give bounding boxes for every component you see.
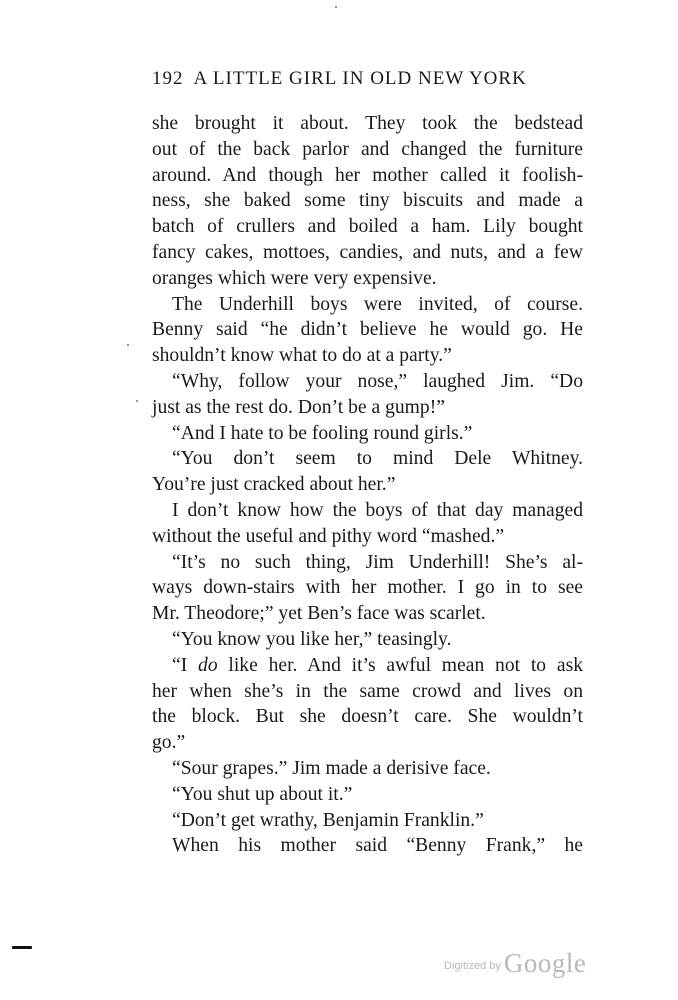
page-number: 192	[152, 68, 184, 89]
text-line: “Why, follow your nose,” laughed Jim. “Do	[172, 370, 583, 392]
text-line: When his mother said “Benny Frank,” he	[172, 835, 583, 857]
text-line: ways down-stairs with her mother. I go in to see	[152, 577, 583, 599]
scan-speck	[136, 400, 138, 402]
text-line: I don’t know how the boys of that day managed	[172, 499, 583, 521]
text-line: “Don’t get wrathy, Benjamin Franklin.”	[172, 809, 484, 831]
scan-speck	[127, 344, 129, 346]
text-line: You’re just cracked about her.”	[152, 474, 396, 496]
digitized-by-label: Digitized by	[444, 960, 501, 972]
text-line: “You know you like her,” teasingly.	[172, 628, 452, 650]
text-line: just as the rest do. Don’t be a gump!”	[152, 396, 445, 418]
scan-speck	[335, 6, 337, 8]
text-line: around. And though her mother called it foolish-	[152, 164, 583, 186]
body-text	[152, 111, 583, 859]
scan-margin-mark	[12, 946, 32, 949]
text-line: “Sour grapes.” Jim made a derisive face.	[172, 757, 491, 779]
text-line: The Underhill boys were invited, of course.	[172, 293, 583, 315]
text-line: ness, she baked some tiny biscuits and made a	[152, 190, 583, 212]
text-line	[152, 653, 583, 679]
text-line: out of the back parlor and changed the furniture	[152, 138, 583, 160]
text-line: she brought it about. They took the bedstead	[152, 113, 583, 134]
text-line: “You don’t seem to mind Dele Whitney.	[172, 448, 583, 470]
text-line: “You shut up about it.”	[172, 783, 353, 805]
text-line: oranges which were very expensive.	[152, 267, 437, 289]
digitized-by-watermark	[444, 948, 586, 979]
text-line: the block. But she doesn’t care. She wouldn’t	[152, 706, 583, 728]
quote-open: “I	[172, 654, 188, 676]
text-run: like her. And it’s awful mean not to ask	[228, 654, 583, 676]
google-logo: Google	[503, 948, 587, 978]
running-header	[152, 68, 592, 90]
text-line: Mr. Theodore;” yet Ben’s face was scarlet.	[152, 603, 486, 625]
text-line: fancy cakes, mottoes, candies, and nuts, and a few	[152, 241, 583, 263]
text-line: Benny said “he didn’t believe he would go. He	[152, 319, 583, 341]
emphasis: do	[198, 654, 218, 676]
text-line: batch of crullers and boiled a ham. Lily bought	[152, 216, 583, 238]
text-line: go.”	[152, 732, 186, 754]
text-line: shouldn’t know what to do at a party.”	[152, 345, 452, 367]
text-line: her when she’s in the same crowd and lives on	[152, 680, 583, 702]
text-line: “And I hate to be fooling round girls.”	[172, 422, 473, 444]
running-title: A LITTLE GIRL IN OLD NEW YORK	[193, 68, 527, 89]
text-line: “It’s no such thing, Jim Underhill! She’s al-	[172, 551, 583, 573]
text-line: without the useful and pithy word “mashed.”	[152, 525, 505, 547]
